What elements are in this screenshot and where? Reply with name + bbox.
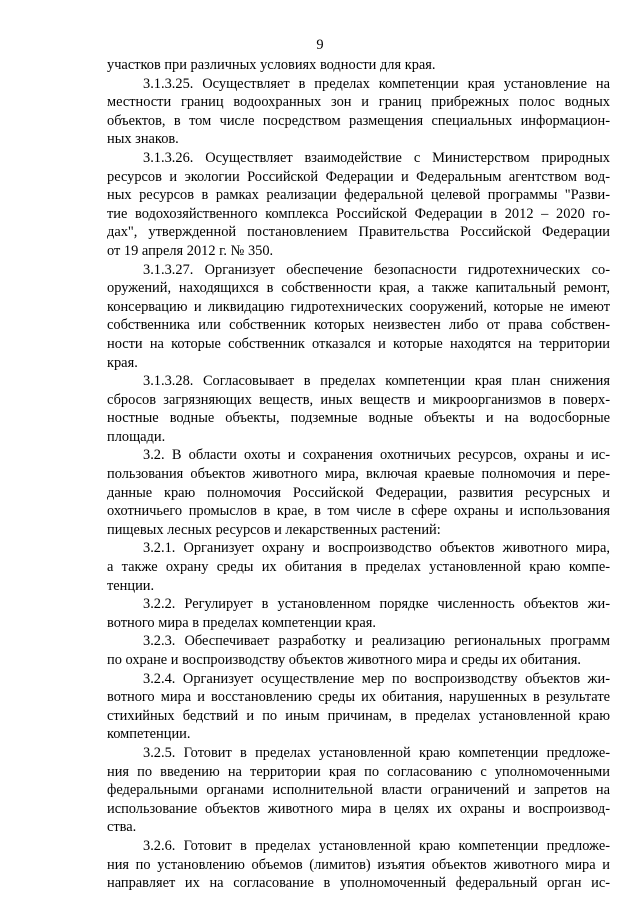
text-line: объектов, в том числе посредством размещения специальных информацион- — [107, 112, 610, 129]
text-line: собственника или собственник которых неизвестен либо от права собствен- — [107, 317, 610, 334]
text-line: а также охрану среды их обитания в пределах установленной краю компе- — [107, 559, 610, 576]
text-line: 3.2.2. Регулирует в установленном порядке численность объектов жи- — [143, 596, 610, 613]
text-line: охотничьего промыслов в крае, в том числе в сфере охраны и использования — [107, 503, 610, 520]
paragraph — [107, 75, 610, 149]
text-line: сбросов загрязняющих веществ, иных веществ и микроорганизмов в поверх- — [107, 391, 610, 408]
text-line: 3.2.3. Обеспечивает разработку и реализацию региональных программ — [143, 633, 610, 650]
text-line: вотного мира в пределах компетенции края. — [107, 614, 377, 631]
text-line: ства. — [107, 819, 137, 836]
text-line: площади. — [107, 428, 166, 445]
text-line: направляет их на согласование в уполномоченный федеральный орган ис- — [107, 875, 610, 892]
text-line: компетенции. — [107, 726, 191, 743]
text-line: края. — [107, 354, 138, 371]
text-line: ностные водные объекты, подземные водные объекты и на водосборные — [107, 410, 610, 427]
text-line: ресурсов и экологии Российской Федерации и Федеральным агентством вод- — [107, 168, 610, 185]
text-line: тие водохозяйственного комплекса Российской Федерации в 2012 – 2020 го- — [107, 205, 610, 222]
text-line: консервацию и ликвидацию гидротехнических сооружений, которые не имеют — [107, 298, 610, 315]
text-line: вотного мира и восстановлению среды их обитания, нарушенных в результате — [107, 689, 610, 706]
text-line: 3.1.3.27. Организует обеспечение безопасности гидротехнических со- — [143, 261, 610, 278]
paragraph — [107, 632, 610, 669]
text-line: по охране и воспроизводству объектов животного мира и среды их обитания. — [107, 652, 581, 668]
paragraph — [107, 744, 610, 837]
text-line: федеральными органами исполнительной власти ограничений и запретов на — [107, 782, 610, 799]
text-line: 3.1.3.25. Осуществляет в пределах компетенции края установление на — [143, 75, 610, 92]
paragraph — [107, 595, 610, 632]
paragraph — [107, 261, 610, 373]
text-line: ности на которые собственник отказался и которые находятся на территории — [107, 335, 610, 352]
text-line: 3.2.6. Готовит в пределах установленной краю компетенции предложе- — [143, 837, 610, 854]
paragraph — [107, 149, 610, 261]
paragraph — [107, 670, 610, 744]
text-line: ных ресурсов в рамках реализации федеральной целевой программы "Разви- — [107, 187, 610, 204]
text-line: ния по установлению объемов (лимитов) изъятия объектов животного мира и — [107, 856, 610, 873]
text-line: 3.2.5. Готовит в пределах установленной краю компетенции предложе- — [143, 744, 610, 761]
text-line: пищевых лесных ресурсов и лекарственных растений: — [107, 521, 441, 538]
text-line: 3.1.3.28. Согласовывает в пределах компетенции края план снижения — [143, 373, 610, 390]
document-body — [107, 56, 610, 893]
paragraph — [107, 372, 610, 446]
text-line: участков при различных условиях водности для края. — [107, 57, 436, 73]
text-line: 3.2.4. Организует осуществление мер по воспроизводству объектов жи- — [143, 670, 610, 687]
text-line: использование объектов животного мира в целях их охраны и воспроизвод- — [107, 800, 610, 817]
page-number: 9 — [316, 37, 324, 53]
text-line: стихийных бедствий и по иным причинам, в пределах установленной краю — [107, 707, 610, 724]
paragraph — [107, 837, 610, 893]
text-line: 3.1.3.26. Осуществляет взаимодействие с Министерством природных — [143, 149, 610, 166]
text-line: 3.2. В области охоты и сохранения охотничьих ресурсов, охраны и ис- — [143, 447, 610, 464]
text-line: дах", утвержденной постановлением Правительства Российской Федерации — [107, 224, 610, 241]
text-line: от 19 апреля 2012 г. № 350. — [107, 242, 274, 259]
text-line: оружений, находящихся в собственности края, а также капитальный ремонт, — [107, 280, 610, 297]
text-line: тенции. — [107, 577, 155, 594]
paragraph — [107, 56, 610, 75]
text-line: 3.2.1. Организует охрану и воспроизводство объектов животного мира, — [143, 540, 610, 557]
text-line: местности границ водоохранных зон и границ прибрежных полос водных — [107, 94, 610, 111]
text-line: ния по введению на территории края по согласованию с уполномоченными — [107, 763, 610, 780]
text-line: пользования объектов животного мира, включая краевые полномочия и пере- — [107, 466, 610, 483]
paragraph — [107, 539, 610, 595]
paragraph — [107, 446, 610, 539]
text-line: данные краю полномочия Российской Федерации, развития ресурсных и — [107, 484, 610, 501]
text-line: ных знаков. — [107, 131, 179, 148]
